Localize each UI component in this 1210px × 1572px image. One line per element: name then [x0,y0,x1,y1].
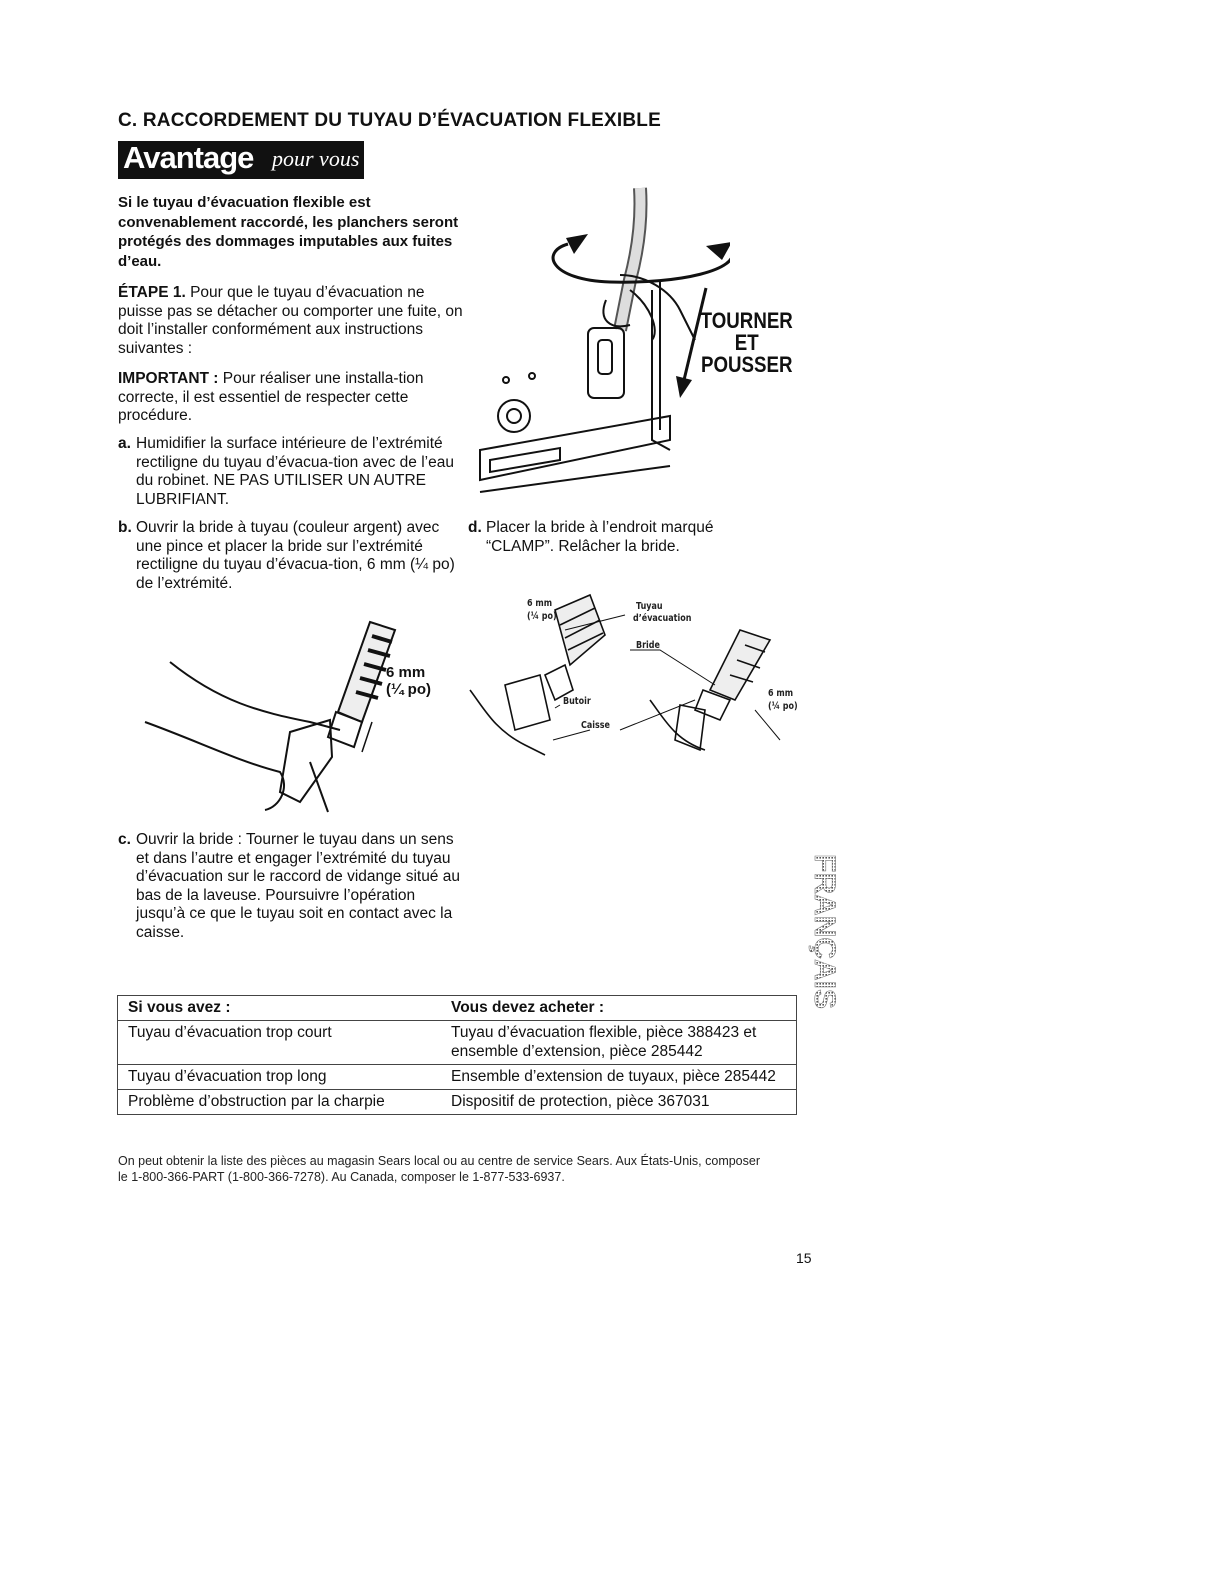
bride-mm-right: 6 mm [768,688,794,699]
bride-evacuation: d’évacuation [633,613,692,624]
benefit-statement: Si le tuyau d’évacuation flexible est convenablement raccordé, les planchers seront protégés des dommages imputables aux fuites d’eau. [118,194,459,270]
instruction-a-text: Humidifier la surface intérieure de l’extrémité rectiligne du tuyau d’évacua-tion avec de l’eau du robinet. NE PAS UTILISER UN AUTRE LUBRIFIANT. [136,435,454,508]
bride-po-right: (¼ po) [768,701,798,712]
instruction-b-text: Ouvrir la bride à tuyau (couleur argent) avec une pince et placer la bride sur l’extrémité rectiligne du tuyau d’évacua-tion, 6 mm (¼ po) de l’extrémité. [136,519,455,592]
table-cell: Dispositif de protection, pièce 367031 [441,1090,797,1115]
label-pousser: POUSSER [701,352,793,377]
instruction-d-label: d. [468,519,482,536]
banner-subtitle: pour vous [272,146,360,171]
parts-contact-note: On peut obtenir la liste des pièces au magasin Sears local ou au centre de service Sears. Aux États-Unis, composer le 1-800-366-PART (1-800-366-7278). Au Canada, composer le 1-877-533-6937. [118,1154,760,1184]
table-cell: Tuyau d’évacuation trop long [118,1065,442,1090]
instruction-a-label: a. [118,435,131,452]
bride-po-left: (¼ po) [527,611,557,622]
table-row [118,1090,797,1115]
step-1-text: Pour que le tuyau d’évacuation ne puisse pas se détacher ou comporter une fuite, on doit l’installer conformément aux instructions suivantes : [118,284,463,357]
francais-side-tab [807,850,843,1060]
important-paragraph [118,370,463,426]
table-cell: Problème d’obstruction par la charpie [118,1090,442,1115]
clamp-pliers-illustration [140,612,400,822]
butoir-label: Butoir [563,696,591,707]
instruction-b-label: b. [118,519,132,536]
table-header: Si vous avez : [118,996,442,1021]
avantage-banner [118,141,364,179]
clamp-mm: 6 mm [386,664,426,681]
clamp-distance-label [386,664,431,698]
label-tourner: TOURNER [700,308,793,333]
bride-mm-left: 6 mm [527,598,553,609]
twist-push-illustration [470,180,730,500]
bride-label: Bride [636,640,660,651]
side-tab-text: FRANÇAIS [808,854,841,1009]
table-cell: Tuyau d’évacuation trop court [118,1021,442,1065]
table-cell: Tuyau d’évacuation flexible, pièce 388423 et ensemble d’extension, pièce 285442 [441,1021,797,1065]
bride-tuyau: Tuyau [636,601,663,612]
clamp-po: (¼ po) [386,681,431,698]
step-1-paragraph [118,284,463,358]
parts-table [117,995,797,1115]
label-et: ET [734,330,759,355]
instruction-d-text: Placer la bride à l’endroit marqué “CLAMP”. Relâcher la bride. [486,519,714,555]
table-header-row [118,996,797,1021]
caisse-label: Caisse [581,720,610,731]
table-header: Vous devez acheter : [441,996,797,1021]
page-number: 15 [796,1250,812,1266]
step-1-label: ÉTAPE 1. [118,284,186,301]
table-row [118,1021,797,1065]
instruction-c-text: Ouvrir la bride : Tourner le tuyau dans un sens et dans l’autre et engager l’extrémité du tuyau d’évacuation sur le raccord de vidange situé au bas de la laveuse. Poursuivre l’opération jusqu’à ce que le tuyau soit en contact avec la caisse. [136,831,460,941]
important-text: Pour réaliser une installa-tion correcte, il est essentiel de respecter cette procédure. [118,370,424,424]
important-label: IMPORTANT : [118,370,219,387]
table-row [118,1065,797,1090]
table-cell: Ensemble d’extension de tuyaux, pièce 285442 [441,1065,797,1090]
section-title: C. RACCORDEMENT DU TUYAU D’ÉVACUATION FLEXIBLE [118,110,661,131]
twist-push-label [700,310,794,376]
instruction-c-label: c. [118,831,131,848]
banner-title: Avantage [123,140,254,175]
